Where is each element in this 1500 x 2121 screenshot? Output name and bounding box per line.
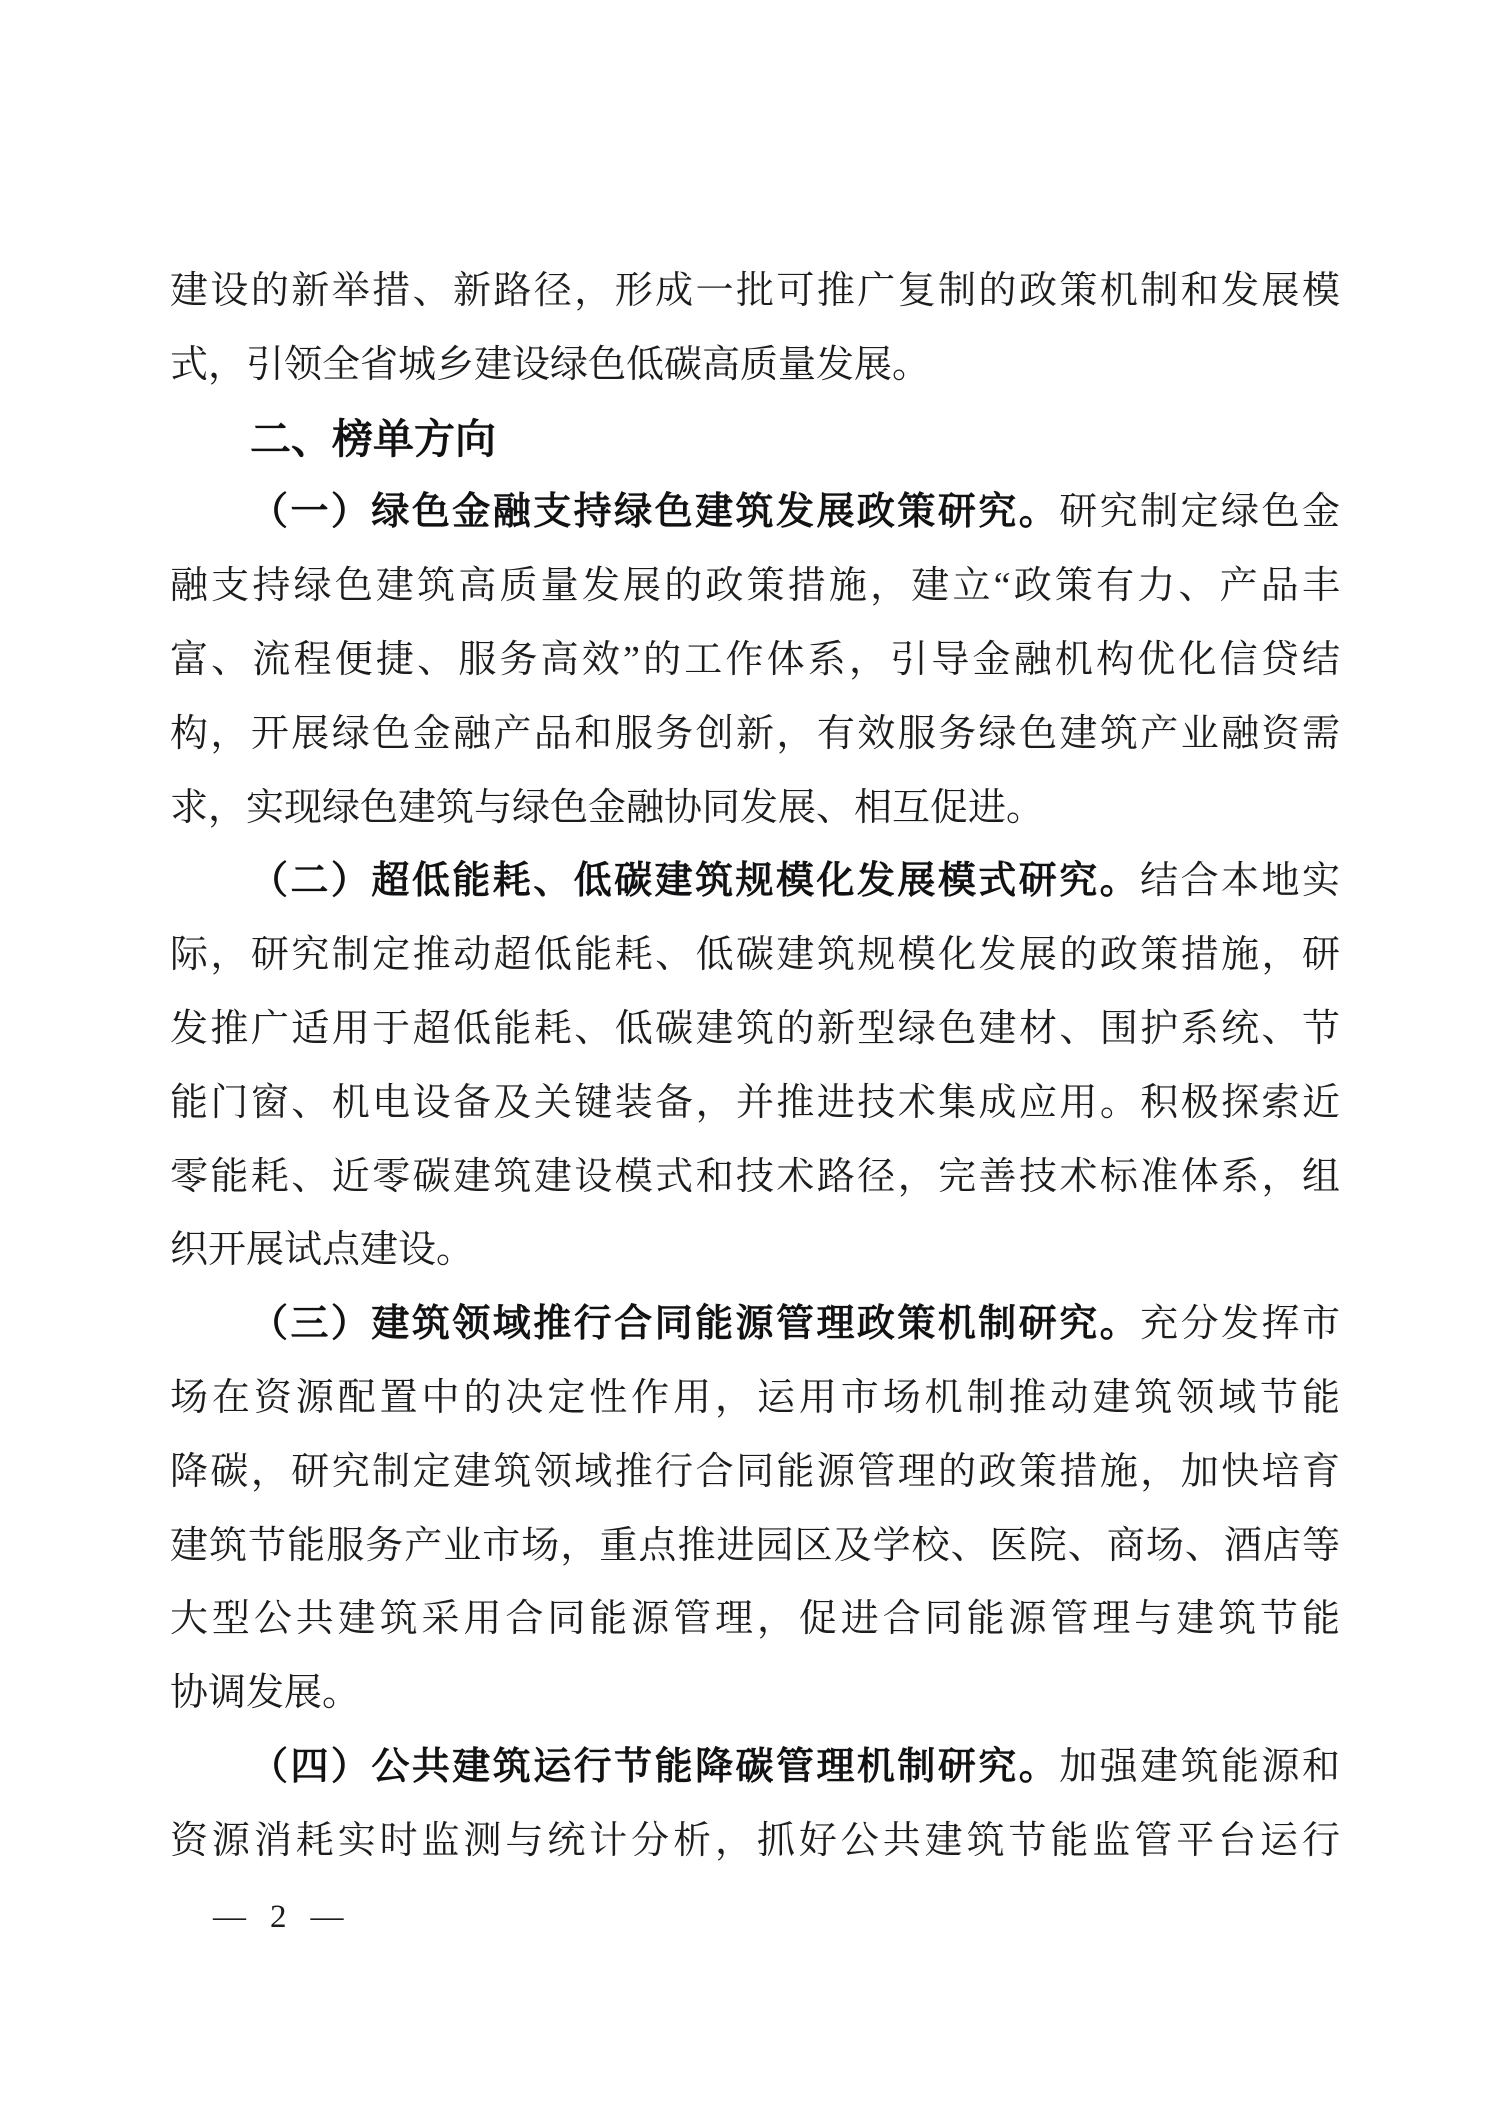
text-line	[170, 1067, 1340, 1141]
body-text: 降碳，研究制定建筑领域推行合同能源管理的政策措施，加快培育	[170, 1450, 1340, 1493]
body-text: 式，引领全省城乡建设绿色低碳高质量发展。	[170, 343, 931, 386]
paragraph-lead-text: 二、榜单方向	[250, 415, 496, 462]
body-text: 求，实现绿色建筑与绿色金融协同发展、相互促进。	[170, 786, 1045, 829]
text-line	[170, 1510, 1340, 1584]
text-line	[170, 255, 1340, 329]
page-footer	[213, 1899, 344, 1936]
text-line	[170, 476, 1340, 550]
body-text: 结合本地实	[1140, 860, 1340, 903]
body-text: 际，研究制定推动超低能耗、低碳建筑规模化发展的政策措施，研	[170, 934, 1340, 977]
footer-dash-right: —	[310, 1899, 344, 1935]
text-line	[170, 1657, 1340, 1731]
footer-dash-left: —	[213, 1899, 246, 1935]
body-text: 构，开展绿色金融产品和服务创新，有效服务绿色建筑产业融资需	[170, 712, 1340, 755]
text-line	[170, 329, 1340, 403]
text-line	[170, 698, 1340, 772]
body-text: 建设的新举措、新路径，形成一批可推广复制的政策机制和发展模	[170, 270, 1340, 312]
text-line	[170, 1805, 1340, 1879]
text-line	[170, 1731, 1340, 1805]
body-text: 协调发展。	[170, 1672, 361, 1715]
page-number: 2	[270, 1899, 287, 1935]
text-line	[170, 624, 1340, 698]
section-heading	[170, 403, 1340, 477]
text-line	[170, 993, 1340, 1067]
text-line	[170, 919, 1340, 993]
body-text: 融支持绿色建筑高质量发展的政策措施，建立“政策有力、产品丰	[170, 565, 1340, 608]
body-text: 研究制定绿色金	[1059, 491, 1340, 534]
document-body	[170, 255, 1340, 1879]
body-text: 发推广适用于超低能耗、低碳建筑的新型绿色建材、围护系统、节	[170, 1007, 1340, 1050]
text-line	[170, 1214, 1340, 1288]
text-line	[170, 550, 1340, 624]
body-text: 充分发挥市	[1140, 1303, 1340, 1346]
paragraph-lead-text: （四）公共建筑运行节能降碳管理机制研究。	[250, 1745, 1060, 1788]
body-text: 富、流程便捷、服务高效”的工作体系，引导金融机构优化信贷结	[170, 638, 1340, 681]
text-line	[170, 845, 1340, 919]
body-text: 加强建筑能源和	[1059, 1745, 1340, 1788]
body-text: 建筑节能服务产业市场，重点推进园区及学校、医院、商场、酒店等	[170, 1524, 1340, 1567]
body-text: 零能耗、近零碳建筑建设模式和技术路径，完善技术标准体系，组	[170, 1155, 1340, 1198]
text-line	[170, 1141, 1340, 1215]
paragraph-lead-text: （二）超低能耗、低碳建筑规模化发展模式研究。	[250, 860, 1141, 903]
body-text: 大型公共建筑采用合同能源管理，促进合同能源管理与建筑节能	[170, 1598, 1340, 1641]
text-line	[170, 1436, 1340, 1510]
text-line	[170, 1288, 1340, 1362]
body-text: 能门窗、机电设备及关键装备，并推进技术集成应用。积极探索近	[170, 1081, 1340, 1124]
paragraph-lead-text: （一）绿色金融支持绿色建筑发展政策研究。	[250, 491, 1060, 534]
body-text: 织开展试点建设。	[170, 1229, 475, 1272]
text-line	[170, 1583, 1340, 1657]
paragraph-lead-text: （三）建筑领域推行合同能源管理政策机制研究。	[250, 1303, 1141, 1346]
text-line	[170, 772, 1340, 846]
body-text: 资源消耗实时监测与统计分析，抓好公共建筑节能监管平台运行	[170, 1819, 1340, 1862]
body-text: 场在资源配置中的决定性作用，运用市场机制推动建筑领域节能	[170, 1376, 1340, 1419]
text-line	[170, 1362, 1340, 1436]
